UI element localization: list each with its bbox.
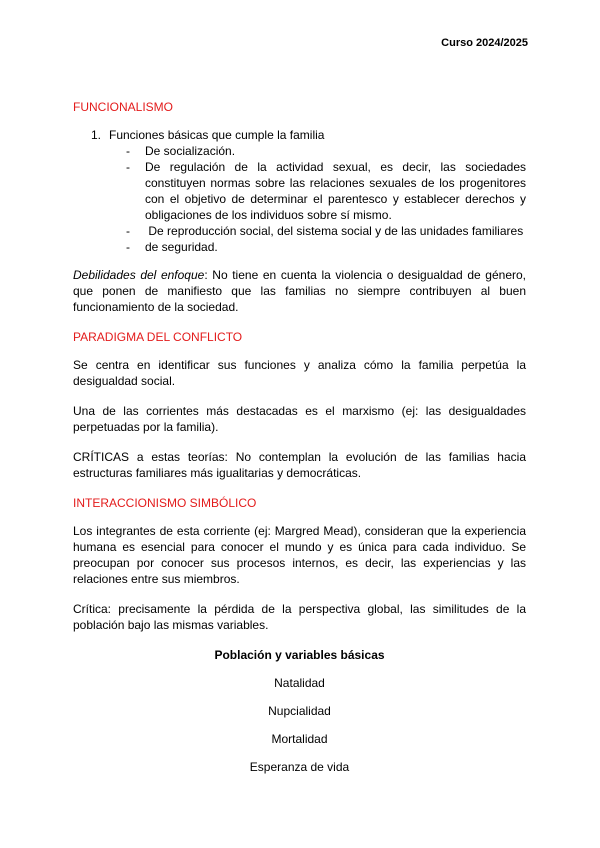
list-item: - De regulación de la actividad sexual, es decir, las sociedades constituyen normas sobre las relaciones sexuales de los progenitores con el objetivo de determinar el parentesco y establecer derechos y obligaciones de los individuos sobre sí mismo.	[126, 160, 526, 222]
poblacion-item-mortalidad: Mortalidad	[271, 732, 328, 746]
item-number: 1.	[91, 128, 102, 142]
course-header: Curso 2024/2025	[441, 37, 528, 49]
interaccionismo-paragraph-1: Los integrantes de esta corriente (ej: Margred Mead), consideran que la experiencia humana es esencial para conocer el mundo y es única para cada individuo. Se preocupan por conocer sus procesos internos, es decir, las experiencias y las relaciones entre sus miembros.	[73, 524, 526, 586]
document-content	[73, 99, 526, 787]
section-title-interaccionismo: INTERACCIONISMO SIMBÓLICO	[73, 496, 257, 510]
debilidades-label: Debilidades del enfoque	[73, 268, 205, 282]
poblacion-heading: Población y variables básicas	[214, 648, 385, 662]
section-title-conflicto: PARADIGMA DEL CONFLICTO	[73, 330, 243, 344]
list-item: - de seguridad.	[126, 240, 218, 254]
conflicto-paragraph-2: Una de las corrientes más destacadas es el marxismo (ej: las desigualdades perpetuadas por la familia).	[73, 404, 526, 434]
poblacion-item-esperanza: Esperanza de vida	[249, 760, 350, 774]
debilidades-paragraph	[73, 267, 526, 315]
numbered-item	[91, 127, 526, 143]
list-item: - De reproducción social, del sistema social y de las unidades familiares	[126, 224, 524, 238]
section-title-funcionalismo: FUNCIONALISMO	[73, 100, 174, 114]
interaccionismo-paragraph-2: Crítica: precisamente la pérdida de la perspectiva global, las similitudes de la población bajo las mismas variables.	[73, 602, 526, 632]
conflicto-paragraph-3: CRÍTICAS a estas teorías: No contemplan la evolución de las familias hacia estructuras familiares más igualitarias y democráticas.	[73, 450, 526, 480]
poblacion-item-nupcialidad: Nupcialidad	[268, 704, 331, 718]
functions-list	[126, 143, 526, 255]
item-text: Funciones básicas que cumple la familia	[109, 128, 325, 142]
conflicto-paragraph-1: Se centra en identificar sus funciones y analiza cómo la familia perpetúa la desigualdad social.	[73, 358, 526, 388]
list-item: - De socialización.	[126, 144, 236, 158]
poblacion-item-natalidad: Natalidad	[274, 676, 325, 690]
debilidades-text: : No tiene en cuenta la violencia o desigualdad de género, que ponen de manifiesto que las familias no siempre contribuyen al buen funcionamiento de la sociedad.	[73, 268, 527, 314]
